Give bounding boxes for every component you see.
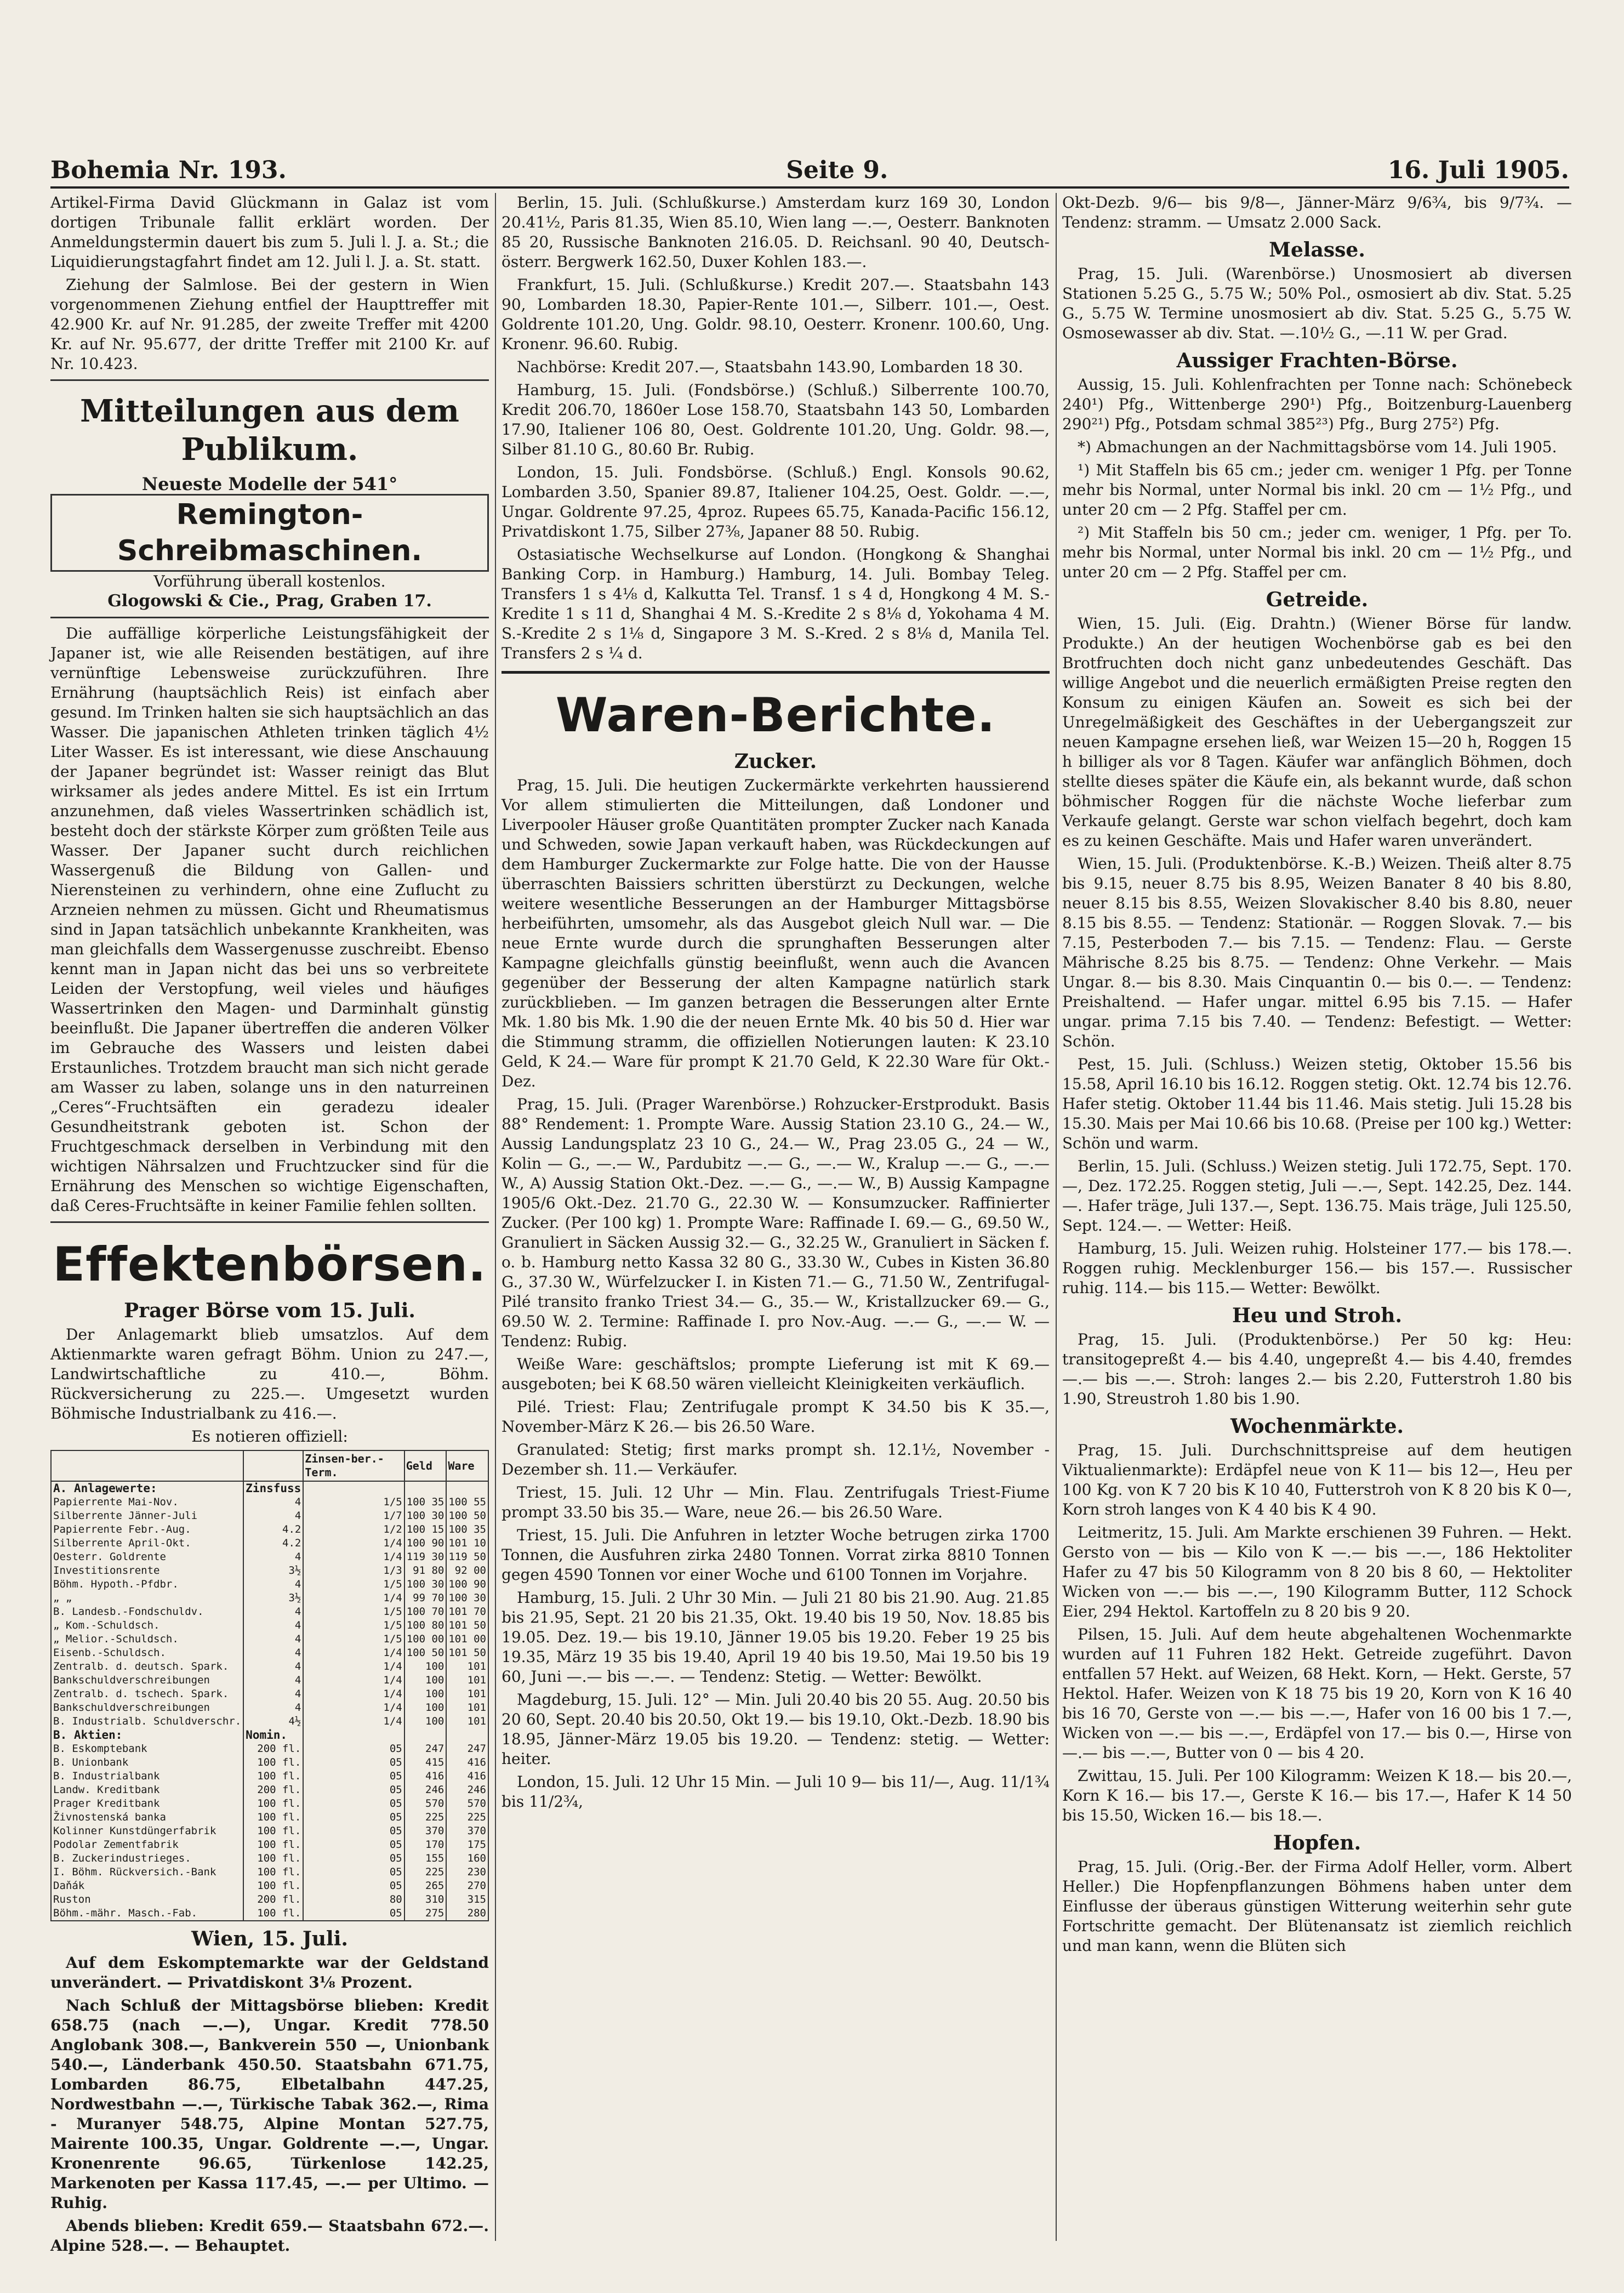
ware-value: 370 [446, 1824, 488, 1838]
wochenmarkt-prag: Prag, 15. Juli. Durchschnittspreise auf dem heutigen Viktualienmarkte): Erdäpfel neue von K 11— bis 12—, Heu per 100 Kg. von K 7 20 bis K 10 40, Futterstroh von K 8 20 bis K 0—, Korn stroh langes von K 4 40 bis K 4 90. [1062, 1441, 1572, 1518]
geld-value: 265 [404, 1879, 447, 1893]
rate: 4 [243, 1550, 303, 1564]
security-name: B. Industrialbank [51, 1769, 243, 1783]
wien-text-2: Nach Schluß der Mittagsbörse blieben: Kredit 658.75 (nach —.—), Ungar. Kredit 778.50 Anglobank 308.—, Bankverein 550 —, Unionbank 540.—, Länderbank 450.50. Staatsbahn 671.75, Lombarden 86.75, Elbetalbahn 447.25, Nordwestbahn —.—, Türkische Tabak 362.—, Rima - Muranyer 548.75, Alpine Montan 527.75, Mairente 100.35, Ungar. Goldrente —.—, Ungar. Kronenrente 96.65, Türkenlose 142.25, Markenoten per Kassa 117.45, —.— per Ultimo. — Ruhig. [50, 1996, 489, 2212]
security-name: Podolar Zementfabrik [51, 1838, 243, 1852]
zucker-weisse-ware: Weiße Ware: geschäftslos; prompte Lieferung ist mit K 69.— ausgeboten; bei K 68.50 wären vielleicht Kleinigkeiten verkäuflich. [502, 1355, 1050, 1393]
ware-value: 100 30 [446, 1591, 488, 1605]
term: 05 [303, 1838, 404, 1852]
geld-value: 100 [404, 1660, 447, 1674]
header-date: 16. Juli 1905. [1387, 156, 1569, 184]
security-name: „ Kom.-Schuldsch. [51, 1619, 243, 1632]
effektenboersen-heading: Effektenbörsen. [53, 1237, 487, 1292]
boerse-london: London, 15. Juli. Fondsbörse. (Schluß.) Engl. Konsols 90.62, Lombarden 3.50, Spanier 89.87, Italiener 104.25, Oest. Goldr. —.—, Ungar. Goldrente 97.25, 4proz. Rupees 65.75, Kanada-Pacific 156.12, Privatdiskont 1.75, Silber 27⅜, Japaner 88 50. Rubig. [502, 463, 1050, 540]
geld-value: 100 80 [404, 1619, 447, 1632]
prager-boerse-heading: Prager Börse vom 15. Juli. [124, 1299, 415, 1322]
table-row [51, 1783, 488, 1797]
table-row [51, 1893, 488, 1907]
ware-value: 101 50 [446, 1619, 488, 1632]
term: 1/4 [303, 1646, 404, 1660]
zucker-heading: Zucker. [734, 750, 817, 773]
ad-line-3: Vorführung überall kostenlos. [153, 572, 386, 590]
zucker-hamburg: Hamburg, 15. Juli. 2 Uhr 30 Min. — Juli 21 80 bis 21.90. Aug. 21.85 bis 21.95, Sept. 21 20 bis 21.35, Okt. 19.40 bis 19 50, Nov. 18.85 bis 19.05. Dez. 19.— bis 19.10, Jänner 19.05 bis 19.20. Feber 19 25 bis 19.35, März 19 35 bis 19.40, April 19 40 bis 19.50, Mai 19.50 bis 19 60, Juni —.— bis —.—. — Tendenz: Stetig. — Wetter: Bewölkt. [502, 1589, 1050, 1686]
geld-value: 310 [404, 1893, 447, 1907]
column-2 [502, 193, 1050, 2241]
ware-value: 101 50 [446, 1646, 488, 1660]
table-row [51, 1550, 488, 1564]
term: 1/4 [303, 1537, 404, 1550]
ware-value: 101 [446, 1701, 488, 1715]
security-name: B. Unionbank [51, 1756, 243, 1769]
section-label: A. Anlagewerte: [51, 1481, 243, 1495]
geld-value: 246 [404, 1783, 447, 1797]
wochenmarkt-leitmeritz: Leitmeritz, 15. Juli. Am Markte erschienen 39 Fuhren. — Hekt. Gersto von — bis — Kilo von K —.— bis —.—, 186 Hektoliter Hafer zu 47 bis 50 Kilogramm von 8 20 bis 8 60, — Hektoliter Wicken von —.— bis —.—, 190 Kilogramm Butter, 112 Schock Eier, 294 Hektol. Kartoffeln zu 8 20 bis 9 20. [1062, 1523, 1572, 1620]
term: 05 [303, 1756, 404, 1769]
rate: 100 fl. [243, 1852, 303, 1865]
geld-value: 100 35 [404, 1495, 447, 1509]
wien-text-1: Auf dem Eskomptemarkte war der Geldstand unverändert. — Privatdiskont 3⅛ Prozent. [50, 1954, 489, 1992]
table-row [51, 1756, 488, 1769]
remington-ad [50, 474, 489, 611]
geld-value: 225 [404, 1865, 447, 1879]
ware-value: 280 [446, 1907, 488, 1921]
rate: 100 fl. [243, 1907, 303, 1921]
ware-value: 416 [446, 1756, 488, 1769]
geld-value: 100 [404, 1701, 447, 1715]
security-name: Silberrente April-Okt. [51, 1537, 243, 1550]
wochenmarkt-pilsen: Pilsen, 15. Juli. Auf dem heute abgehaltenen Wochenmarkte wurden auf 11 Fuhren 182 Hekt. Getreide zugeführt. Davon entfallen 57 Hekt. auf Weizen, 68 Hekt. Korn, — Hekt. Gerste, 57 Hektol. Hafer. Weizen von K 18 75 bis 19 20, Korn von K 16 40 bis 16 70, Gerste von —.— bis —.—, Hafer von 16 00 bis 1 7.—, Wicken von —.— bis —.—, Erdäpfel von 17.— bis 0.—, Hirse von —.— bis —.—, Butter von 0 — bis 4 20. [1062, 1625, 1572, 1762]
section-sub: Nomin. [243, 1728, 303, 1742]
ostasiatische-wechselkurse: Ostasiatische Wechselkurse auf London. (Hongkong & Shanghai Banking Corp. in Hamburg.) Hamburg, 14. Juli. Bombay Teleg. Transfers 1 s 4⅛ d, Kalkutta Tel. Transf. 1 s 4 d, Hongkong 4 M. S.-Kredite 1 s 11 d, Shanghai 4 M. S.-Kredite 2 s 8⅛ d, Yokohama 4 M. S.-Kredite 2 s 1⅛ d, Singapore 3 M. S.-Kred. 2 s 8⅛ d, Manila Tel. Transfers 2 s ¼ d. [502, 545, 1050, 662]
getreide-wien-2: Wien, 15. Juli. (Produktenbörse. K.-B.) Weizen. Theiß alter 8.75 bis 9.15, neuer 8.75 bis 8.95, Weizen Banater 8 40 bis 8.80, neuer 8.15 bis 8.55, Weizen Slovakischer 8.40 bis 8.80, neuer 8.15 bis 8.55. — Tendenz: Stationär. — Roggen Slovak. 7.— bis 7.15, Pesterboden 7.— bis 7.15. — Tendenz: Flau. — Gerste Mährische 8.25 bis 8.75. — Tendenz: Ohne Verkehr. — Mais Ungar. 8.— bis 8.30. Mais Cinquantin 0.— bis 0.—. — Tendenz: Preishaltend. — Hafer ungar. mittel 6.95 bis 7.15. — Hafer ungar. prima 7.15 bis 7.40. — Tendenz: Befestigt. — Wetter: Schön. [1062, 855, 1572, 1050]
ad-line-4: Glogowski & Cie., Prag, Graben 17. [107, 591, 432, 611]
security-name: Eisenb.-Schuldsch. [51, 1646, 243, 1660]
table-row [51, 1769, 488, 1783]
rate: 3½ [243, 1591, 303, 1605]
term: 1/4 [303, 1660, 404, 1674]
security-name: „ „ [51, 1591, 243, 1605]
zucker-triest-2: Triest, 15. Juli. Die Anfuhren in letzter Woche betrugen zirka 1700 Tonnen, die Ausfuhren zirka 2480 Tonnen. Vorrat zirka 8810 Tonnen gegen 4590 Tonnen vor einer Woche und 6100 Tonnen im Vorjahre. [502, 1526, 1050, 1584]
wochenmaerkte-heading: Wochenmärkte. [1230, 1415, 1404, 1438]
table-row [51, 1591, 488, 1605]
heu-stroh-heading: Heu und Stroh. [1232, 1304, 1402, 1327]
table-row [51, 1660, 488, 1674]
frachten-aussig: Aussig, 15. Juli. Kohlenfrachten per Tonne nach: Schönebeck 240¹) Pfg., Wittenberge 290¹) Pfg., Boitzenburg-Lauenberg 290²¹) Pfg., Potsdam schmal 385²³) Pfg., Burg 275²) Pfg. [1062, 375, 1572, 433]
table-row [51, 1605, 488, 1619]
ware-value: 100 50 [446, 1509, 488, 1523]
rate: 100 fl. [243, 1824, 303, 1838]
ware-value: 101 [446, 1674, 488, 1687]
wochenmarkt-zwittau: Zwittau, 15. Juli. Per 100 Kilogramm: Weizen K 18.— bis 20.—, Korn K 16.— bis 17.—, Gerste K 16.— bis 17.—, Hafer K 14 50 bis 15.50, Wicken 16.— bis 18.—. [1062, 1767, 1572, 1824]
rate: 4 [243, 1660, 303, 1674]
getreide-hamburg: Hamburg, 15. Juli. Weizen ruhig. Holsteiner 177.— bis 178.—. Roggen ruhig. Mecklenburger 156.— bis 157.—. Russischer ruhig. 114.— bis 115.— Wetter: Bewölkt. [1062, 1239, 1572, 1297]
th-zinsfuss [243, 1450, 303, 1481]
nachboerse: Nachbörse: Kredit 207.—, Staatsbahn 143.90, Lombarden 18 30. [517, 358, 1023, 376]
zucker-london-cont: Okt-Dezb. 9/6— bis 9/8—, Jänner-März 9/6¾, bis 9/7¾. — Tendenz: stramm. — Umsatz 2.000 Sack. [1062, 194, 1572, 231]
security-name: B. Zuckerindustrieges. [51, 1852, 243, 1865]
table-body-anlagewerte [51, 1481, 488, 1728]
boerse-berlin: Berlin, 15. Juli. (Schlußkurse.) Amsterdam kurz 169 30, London 20.41½, Paris 81.35, Wien 85.10, Wien lang —.—, Oesterr. Banknoten 85 20, Russische Banknoten 216.05. D. Reichsanl. 90 40, Deutsch-österr. Bergwerk 162.50, Duxer Kohlen 183.—. [502, 194, 1050, 271]
security-name: Oesterr. Goldrente [51, 1550, 243, 1564]
zucker-prag-1: Prag, 15. Juli. Die heutigen Zuckermärkte verkehrten haussierend Vor allem stimulierten die Mitteilungen, daß Londoner und Liverpooler Häuser große Quantitäten prompter Zucker nach Kanada und Schweden, sowie Japan verkauft haben, was Rückdeckungen auf dem Hamburger Zuckermarkte zur Folge hatte. Die von der Hausse überraschten Baissiers schritten überstürzt zu Deckungen, welche weitere wesentliche Besserungen an der Hamburger Mittagsbörse herbeiführten, umsomehr, als das Ausgebot gleich Null war. — Die neue Ernte wurde durch die sprunghaften Besserungen alter Kampagne gleichfalls günstig beeinflußt, wenn auch die Avancen gegenüber der Besserung der alten Kampagne natürlich stark zurückblieben. — Im ganzen betragen die Besserungen alter Ernte Mk. 1.80 bis Mk. 1.90 die der neuen Ernte Mk. 40 bis 50 d. Hier war die Stimmung stramm, die offiziellen Notierungen lauten: K 23.10 Geld, K 24.— Ware für prompt K 21.70 Geld, K 22.30 Ware für Okt.-Dez. [502, 776, 1050, 1090]
term: 1/5 [303, 1605, 404, 1619]
table-row [51, 1537, 488, 1550]
term: 05 [303, 1742, 404, 1756]
geld-value: 100 [404, 1674, 447, 1687]
zucker-magdeburg: Magdeburg, 15. Juli. 12° — Min. Juli 20.40 bis 20 55. Aug. 20.50 bis 20 60, Sept. 20.40 bis 20.50, Okt 19.— bis 19.10, Okt.-Dezb. 18.90 bis 18.95, Jänner-März 19.05 bis 19.20. — Tendenz: stetig. — Wetter: heiter. [502, 1691, 1050, 1768]
column-rule-2 [1056, 193, 1057, 2241]
ware-value: 101 [446, 1660, 488, 1674]
term: 1/3 [303, 1564, 404, 1578]
hopfen-prag: Prag, 15. Juli. (Orig.-Ber. der Firma Adolf Heller, vorm. Albert Heller.) Die Hopfenpflanzungen Böhmens haben unter dem Einflusse der überaus günstigen Witterung weiterhin sehr gute Fortschritte gemacht. Der Blütenansatz ist ziemlich reichlich und man kann, wenn die Blüten sich [1062, 1858, 1572, 1955]
security-name: Bankschuldverschreibungen [51, 1674, 243, 1687]
term: 1/7 [303, 1509, 404, 1523]
security-name: Daňák [51, 1879, 243, 1893]
rate: 4 [243, 1509, 303, 1523]
geld-value: 170 [404, 1838, 447, 1852]
geld-value: 225 [404, 1811, 447, 1824]
rate: 100 fl. [243, 1811, 303, 1824]
security-name: B. Eskomptebank [51, 1742, 243, 1756]
term: 1/5 [303, 1495, 404, 1509]
divider [50, 617, 489, 618]
geld-value: 100 90 [404, 1537, 447, 1550]
security-name: „ Melior.-Schuldsch. [51, 1632, 243, 1646]
header-rule [50, 186, 1569, 189]
table-row [51, 1852, 488, 1865]
table-row [51, 1797, 488, 1811]
getreide-berlin: Berlin, 15. Juli. (Schluss.) Weizen stetig. Juli 172.75, Sept. 170.—, Dez. 172.25. Roggen stetig, Juli —.—, Sept. 142.25, Dez. 144.—. Hafer träge, Juli 137.—, Sept. 136.75. Mais träge, Juli 125.50, Sept. 124.—. — Wetter: Heiß. [1062, 1157, 1572, 1234]
security-name: Papierrente Mai-Nov. [51, 1495, 243, 1509]
geld-value: 99 70 [404, 1591, 447, 1605]
ware-value: 270 [446, 1879, 488, 1893]
table-row [51, 1715, 488, 1728]
frachten-heading: Aussiger Frachten-Börse. [1176, 349, 1458, 372]
geld-value: 100 50 [404, 1646, 447, 1660]
security-name: Böhm. Hypoth.-Pfdbr. [51, 1578, 243, 1591]
security-name: Kolinner Kunstdüngerfabrik [51, 1824, 243, 1838]
section-label: B. Aktien: [51, 1728, 243, 1742]
rate: 4 [243, 1646, 303, 1660]
geld-value: 100 [404, 1715, 447, 1728]
ware-value: 416 [446, 1769, 488, 1783]
zucker-triest-1: Triest, 15. Juli. 12 Uhr — Min. Flau. Zentrifugals Triest-Fiume prompt 33.50 bis 35.— Ware, neue 26.— bis 26.50 Ware. [502, 1483, 1050, 1521]
header-publication: Bohemia Nr. 193. [50, 156, 287, 184]
ware-value: 160 [446, 1852, 488, 1865]
rate: 4 [243, 1701, 303, 1715]
rate: 4 [243, 1495, 303, 1509]
table-row [51, 1564, 488, 1578]
term: 1/5 [303, 1632, 404, 1646]
term: 1/2 [303, 1523, 404, 1537]
table-row [51, 1907, 488, 1921]
rate: 100 fl. [243, 1756, 303, 1769]
security-name: Papierrente Febr.-Aug. [51, 1523, 243, 1537]
heu-stroh-prag: Prag, 15. Juli. (Produktenbörse.) Per 50 kg: Heu: transitogepreßt 4.— bis 4.40, ungepreßt 4.— bis 4.40, fremdes —.— bis —.—. Stroh: langes 2.— bis 2.20, Futterstroh 1.80 bis 1.90, Streustroh 1.80 bis 1.90. [1062, 1330, 1572, 1408]
ware-value: 101 [446, 1687, 488, 1701]
security-name: Investitionsrente [51, 1564, 243, 1578]
security-name: Zentralb. d. tschech. Spark. [51, 1687, 243, 1701]
th-geld: Geld [404, 1450, 447, 1481]
getreide-pest: Pest, 15. Juli. (Schluss.) Weizen stetig, Oktober 15.56 bis 15.58, April 16.10 bis 16.12. Roggen stetig. Okt. 12.74 bis 12.76. Hafer stetig. Oktober 11.44 bis 11.46. Mais stetig. Juli 15.28 bis 15.30. Mais per Mai 10.66 bis 10.68. (Preise per 100 kg.) Wetter: Schön und warm. [1062, 1055, 1572, 1152]
term: 1/4 [303, 1687, 404, 1701]
table-body-aktien [51, 1728, 488, 1921]
column-3 [1062, 193, 1572, 2241]
notice-bankruptcy: Artikel-Firma David Glückmann in Galaz ist vom dortigen Tribunale fallit erklärt worden. Der Anmeldungstermin dauert bis zum 5. Juli l. J. a. St.; die Liquidierungstagfahrt findet am 12. Juli l. J. a. St. statt. [50, 194, 489, 271]
rate: 4 [243, 1578, 303, 1591]
security-name: Ruston [51, 1893, 243, 1907]
rate: 4.2 [243, 1537, 303, 1550]
table-row [51, 1632, 488, 1646]
ware-value: 225 [446, 1811, 488, 1824]
table-row [51, 1646, 488, 1660]
term: 05 [303, 1797, 404, 1811]
getreide-heading: Getreide. [1266, 588, 1369, 611]
term: 1/4 [303, 1674, 404, 1687]
th-zinsen: Zinsen-ber.-Term. [303, 1450, 404, 1481]
security-name: Zentralb. d. deutsch. Spark. [51, 1660, 243, 1674]
term: 1/4 [303, 1591, 404, 1605]
column-1 [50, 193, 489, 2255]
geld-value: 100 30 [404, 1509, 447, 1523]
ware-value: 570 [446, 1797, 488, 1811]
geld-value: 100 15 [404, 1523, 447, 1537]
security-name: Prager Kreditbank [51, 1797, 243, 1811]
term: 05 [303, 1811, 404, 1824]
geld-value: 91 80 [404, 1564, 447, 1578]
rate: 100 fl. [243, 1879, 303, 1893]
geld-value: 100 30 [404, 1578, 447, 1591]
wien-text-3: Abends blieben: Kredit 659.— Staatsbahn 672.—. Alpine 528.—. — Behauptet. [50, 2217, 489, 2255]
term: 1/4 [303, 1550, 404, 1564]
table-row [51, 1578, 488, 1591]
table-row [51, 1742, 488, 1756]
th-ware: Ware [446, 1450, 488, 1481]
term: 05 [303, 1769, 404, 1783]
header-page-number: Seite 9. [786, 156, 888, 184]
rate: 4 [243, 1632, 303, 1646]
table-row [51, 1701, 488, 1715]
term: 05 [303, 1852, 404, 1865]
term: 05 [303, 1865, 404, 1879]
melasse-prag: Prag, 15. Juli. (Warenbörse.) Unosmosiert ab diversen Stationen 5.25 G., 5.75 W.; 50% Pol., osmosiert ab div. Stat. 5.25 G., 5.75 W. Termine unosmosiert ab div. Stat. 5.25 G., 5.75 W. Osmosewasser ab div. Stat. —.10½ G., —.11 W. per Grad. [1062, 265, 1572, 342]
divider [502, 671, 1050, 674]
ad-line-2: Remington-Schreibmaschinen. [50, 494, 489, 572]
section-sub: Zinsfuss [243, 1481, 303, 1495]
rate: 4 [243, 1674, 303, 1687]
rate: 3½ [243, 1564, 303, 1578]
security-name: Silberrente Jänner-Juli [51, 1509, 243, 1523]
ware-value: 100 35 [446, 1523, 488, 1537]
frachten-note-2: ¹) Mit Staffeln bis 65 cm.; jeder cm. weniger 1 Pfg. per Tonne mehr bis Normal, unter Normal bis inkl. 20 cm — 1½ Pfg., und unter 20 cm — 2 Pfg. Staffel per cm. [1062, 461, 1572, 519]
table-row [51, 1523, 488, 1537]
divider [50, 1221, 489, 1223]
rate: 100 fl. [243, 1838, 303, 1852]
rate: 4 [243, 1605, 303, 1619]
notice-lottery: Ziehung der Salmlose. Bei der gestern in Wien vorgenommenen Ziehung entfiel der Haupttreffer mit 42.900 Kr. auf Nr. 91.285, der zweite Treffer mit 4200 Kr. auf Nr. 95.677, der dritte Treffer mit 2100 Kr. auf Nr. 10.423. [50, 276, 489, 373]
geld-value: 370 [404, 1824, 447, 1838]
table-row [51, 1838, 488, 1852]
ware-value: 230 [446, 1865, 488, 1879]
geld-value: 100 [404, 1687, 447, 1701]
geld-value: 155 [404, 1852, 447, 1865]
geld-value: 416 [404, 1769, 447, 1783]
term: 05 [303, 1907, 404, 1921]
ware-value: 100 55 [446, 1495, 488, 1509]
security-name: B. Landesb.-Fondschuldv. [51, 1605, 243, 1619]
geld-value: 119 30 [404, 1550, 447, 1564]
table-row [51, 1509, 488, 1523]
table-row [51, 1879, 488, 1893]
rate: 4 [243, 1619, 303, 1632]
rate: 100 fl. [243, 1865, 303, 1879]
boerse-frankfurt: Frankfurt, 15. Juli. (Schlußkurse.) Kredit 207.—. Staatsbahn 143 90, Lombarden 18.30, Papier-Rente 101.—, Silberr. 101.—, Oest. Goldrente 101.20, Ung. Goldr. 98.10, Oesterr. Kronenr. 100.60, Ung. Kronenr. 96.60. Rubig. [502, 276, 1050, 353]
ware-value: 315 [446, 1893, 488, 1907]
rate: 100 fl. [243, 1797, 303, 1811]
zucker-prag-2: Prag, 15. Juli. (Prager Warenbörse.) Rohzucker-Erstprodukt. Basis 88° Rendement: 1. Prompte Ware. Aussig Station 23.10 G., 24.— W., Aussig Landungsplatz 23 10 G., 24.— W., Prag 23.05 G., 24 — W., Kolin — G., —.— W., Pardubitz —.— G., —.— W., Kralup —.— G., —.— W., A) Aussig Station Okt.-Dez. —.— G., —.— W., B) Aussig Kampagne 1905/6 Okt.-Dez. 21.70 G., 22.30 W. — Konsumzucker. Raffinierter Zucker. (Per 100 kg) 1. Prompte Ware: Raffinade I. 69.— G., 69.50 W., Granuliert in Säcken Aussig 32.— G., 32.25 W., Granuliert in Säcken f. o. b. Hamburg netto Kassa 32 80 G., 33.30 W., Cubes in Kisten 36.80 G., 37.30 W., Würfelzucker I. in Kisten 71.— G., 71.50 W., Zentrifugal-Pilé transito franko Triest 34.— G., 35.— W., Kristallzucker 69.— G., 69.50 W. 2. Termine: Raffinade I. pro Nov.-Aug. —.— G., —.— W. — Tendenz: Rubig. [502, 1095, 1050, 1350]
geld-value: 415 [404, 1756, 447, 1769]
security-name: Živnostenská banka [51, 1811, 243, 1824]
ware-value: 92 00 [446, 1564, 488, 1578]
column-rule-1 [495, 193, 496, 2241]
divider [50, 379, 489, 381]
rate: 200 fl. [243, 1742, 303, 1756]
rate: 4½ [243, 1715, 303, 1728]
table-row [51, 1687, 488, 1701]
ware-value: 101 [446, 1715, 488, 1728]
geld-value: 247 [404, 1742, 447, 1756]
term: 1/5 [303, 1578, 404, 1591]
table-row [51, 1811, 488, 1824]
term: 1/4 [303, 1701, 404, 1715]
kurs-table [50, 1450, 489, 1921]
zucker-london: London, 15. Juli. 12 Uhr 15 Min. — Juli 10 9— bis 11/—, Aug. 11/1¾ bis 11/2¾, [502, 1773, 1050, 1811]
term: 1/4 [303, 1715, 404, 1728]
rate: 200 fl. [243, 1893, 303, 1907]
geld-value: 570 [404, 1797, 447, 1811]
article-japaner: Die auffällige körperliche Leistungsfähigkeit der Japaner ist, wie alle Reisenden bestätigen, auf ihre vernünftige Lebensweise zurückzuführen. Ihre Ernährung (hauptsächlich Reis) ist einfach aber gesund. Im Trinken halten sie sich hauptsächlich an das Wasser. Die japanischen Athleten trinken täglich 4½ Liter Wasser. Es ist interessant, wie diese Anschauung der Japaner begründet ist: Wasser reinigt das Blut wirksamer als jedes andere Mittel. Es ist ein Irrtum anzunehmen, daß vieles Wassertrinken schädlich ist, besteht doch der stärkste Körper zum größten Teile aus Wasser. Der Japaner sucht durch reichlichen Wassergenuß die Bildung von Gallen- und Nierensteinen zu verhindern, ohne eine Zuflucht zu Arzneien nehmen zu müssen. Gicht und Rheumatismus sind in Japan tatsächlich unbekannte Krankheiten, was man gleichfalls dem Wassergenusse zuschreibt. Ebenso kennt man in Japan nicht das bei uns so verbreitete Leiden der Verstopfung, weil vieles und häufiges Wassertrinken den Magen- und Darminhalt günstig beeinflußt. Die Japaner übertreffen die anderen Völker im Gebrauche des Wassers und leisten dabei Erstaunliches. Trotzdem braucht man sich nicht gerade am Wasser zu laben, solange uns in den naturreinen „Ceres“-Fruchtsäften ein geradezu idealer Gesundheitstrank geboten ist. Schon der Fruchtgeschmack derselben in Verbindung mit den wichtigen Nährsalzen und Fruchtzucker sind für die Ernährung des Menschen so wichtige Eigenschaften, daß Ceres-Fruchtsäfte in keiner Familie fehlen sollten. [50, 624, 489, 1215]
frachten-note-1: *) Abmachungen an der Nachmittagsbörse vom 14. Juli 1905. [1078, 438, 1557, 456]
ware-value: 100 90 [446, 1578, 488, 1591]
geld-value: 275 [404, 1907, 447, 1921]
getreide-wien-1: Wien, 15. Juli. (Eig. Drahtn.) (Wiener Börse für landw. Produkte.) An der heutigen Wochenbörse gab es bei den Brotfruchten doch nicht ganz unbedeutendes Geschäft. Das willige Angebot und die neuerlich ermäßigten Preise regten den Konsum zu einigen Käufen an. Soweit es sich bei der Unregelmäßigkeit des Geschäftes in der Uebergangszeit zur neuen Kampagne ersehen ließ, war Weizen 15—20 h, Roggen 15 h billiger als vor 8 Tagen. Käufer war anfänglich Böhmen, doch stellte dieses später die Käufe ein, als bekannt wurde, daß schon böhmischer Roggen für die nächste Woche lieferbar zum Verkaufe gelangt. Gerste war schon vielfach begehrt, doch kam es zu keinen Geschäfte. Mais und Hafer waren unverändert. [1062, 614, 1572, 850]
frachten-note-3: ²) Mit Staffeln bis 50 cm.; jeder cm. weniger, 1 Pfg. per To. mehr bis Normal, unter Normal bis inkl. 20 cm — 1½ Pfg., und unter 20 cm — 2 Pfg. Staffel per cm. [1062, 524, 1572, 581]
term: 05 [303, 1824, 404, 1838]
table-row [51, 1619, 488, 1632]
table-row [51, 1865, 488, 1879]
page-header [50, 151, 1569, 184]
rate: 100 fl. [243, 1769, 303, 1783]
term: 05 [303, 1783, 404, 1797]
term: 05 [303, 1879, 404, 1893]
ware-value: 101 10 [446, 1537, 488, 1550]
prager-boerse-text: Der Anlagemarkt blieb umsatzlos. Auf dem Aktienmarkte waren gefragt Böhm. Union zu 247.—, Landwirtschaftliche zu 410.—, Böhm. Rückversicherung zu 225.—. Umgesetzt wurden Böhmische Industrialbank zu 416.—. [50, 1325, 489, 1423]
table-row [51, 1495, 488, 1509]
geld-value: 100 00 [404, 1632, 447, 1646]
boerse-hamburg: Hamburg, 15. Juli. (Fondsbörse.) (Schluß.) Silberrente 100.70, Kredit 206.70, 1860er Lose 158.70, Staatsbahn 143 50, Lombarden 17.90, Italiener 106 80, Oest. Goldrente 101.20, Ung. Goldr. 98.—, Silber 81.10 G., 80.60 Br. Rubig. [502, 381, 1050, 458]
th-name [51, 1450, 243, 1481]
security-name: Böhm.-mähr. Masch.-Fab. [51, 1907, 243, 1921]
ware-value: 247 [446, 1742, 488, 1756]
mitteilungen-heading: Mitteilungen aus dem Publikum. [80, 393, 459, 468]
ware-value: 119 50 [446, 1550, 488, 1564]
security-name: I. Böhm. Rückversich.-Bank [51, 1865, 243, 1879]
ware-value: 101 70 [446, 1605, 488, 1619]
zucker-granulated: Granulated: Stetig; first marks prompt sh. 12.1½, November - Dezember sh. 11.— Verkäufer. [502, 1441, 1050, 1478]
security-name: Bankschuldverschreibungen [51, 1701, 243, 1715]
table-row [51, 1674, 488, 1687]
security-name: B. Industrialb. Schuldverschr. [51, 1715, 243, 1728]
notieren-label: Es notieren offiziell: [191, 1427, 348, 1446]
waren-berichte-heading: Waren-Berichte. [555, 688, 996, 743]
wien-heading: Wien, 15. Juli. [191, 1927, 348, 1950]
rate: 4.2 [243, 1523, 303, 1537]
melasse-heading: Melasse. [1269, 238, 1365, 261]
ware-value: 246 [446, 1783, 488, 1797]
term: 80 [303, 1893, 404, 1907]
rate: 4 [243, 1687, 303, 1701]
geld-value: 100 70 [404, 1605, 447, 1619]
security-name: Landw. Kreditbank [51, 1783, 243, 1797]
rate: 200 fl. [243, 1783, 303, 1797]
hopfen-heading: Hopfen. [1273, 1831, 1361, 1854]
ware-value: 175 [446, 1838, 488, 1852]
ware-value: 101 00 [446, 1632, 488, 1646]
term: 1/5 [303, 1619, 404, 1632]
zucker-pile: Pilé. Triest: Flau; Zentrifugale prompt K 34.50 bis K 35.—, November-März K 26.— bis 26.50 Ware. [502, 1398, 1050, 1436]
ad-line-1: Neueste Modelle der 541° [141, 474, 398, 494]
table-row [51, 1824, 488, 1838]
